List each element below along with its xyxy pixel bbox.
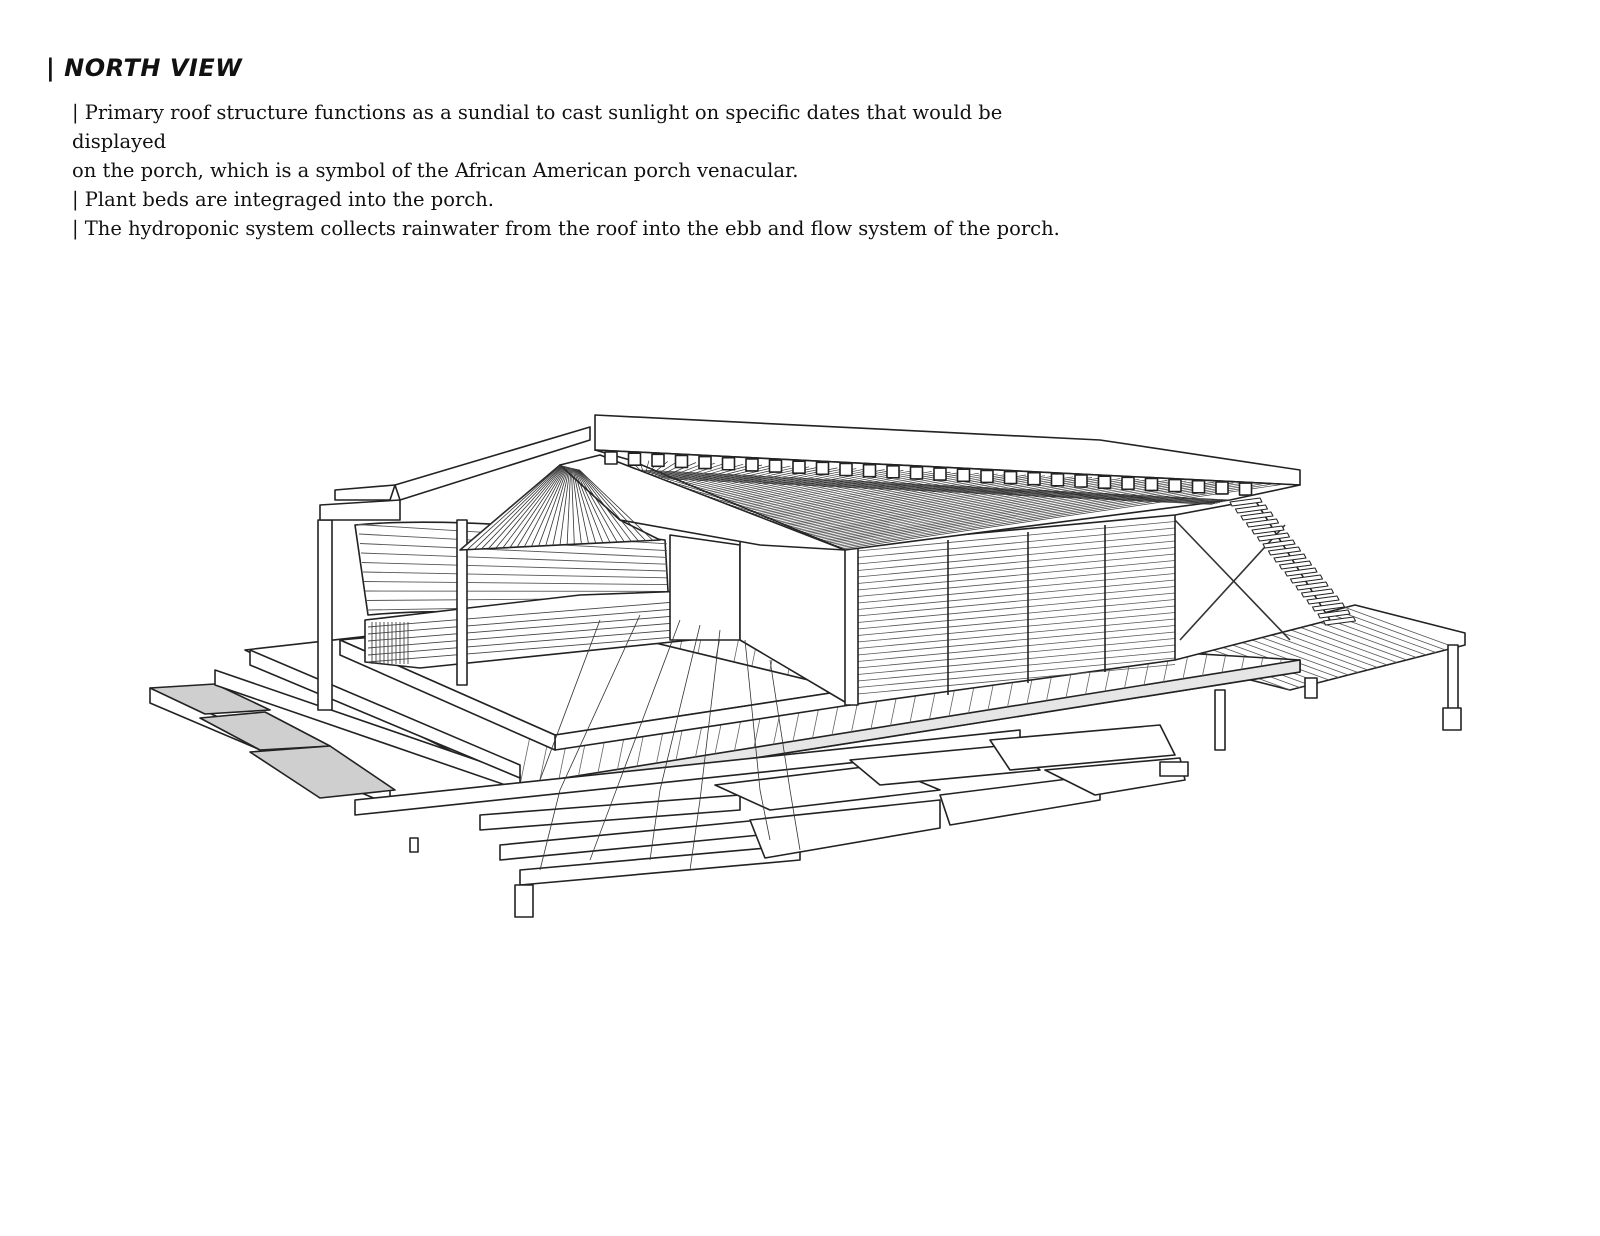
description-line-1: | Primary roof structure functions as a sundial to cast sunlight on specific dates that would be displayed <box>72 101 1003 153</box>
rafter <box>1193 481 1205 493</box>
rafter <box>887 466 899 478</box>
rafter <box>817 462 829 474</box>
rafter <box>1146 478 1158 490</box>
rafter <box>652 454 664 466</box>
rafter <box>723 458 735 470</box>
rafter <box>934 468 946 480</box>
description-line-3: | Plant beds are integraged into the porch. <box>72 188 494 211</box>
rafter <box>676 455 688 467</box>
rafter <box>1099 476 1111 488</box>
description-line-2: on the porch, which is a symbol of the African American porch venacular. <box>72 159 799 182</box>
rafter <box>911 467 923 479</box>
rafter <box>770 460 782 472</box>
rafter <box>1052 474 1064 486</box>
rafter <box>1169 480 1181 492</box>
rafter <box>864 465 876 477</box>
rafter <box>1122 477 1134 489</box>
rafter <box>746 459 758 471</box>
rafter <box>981 470 993 482</box>
description-line-4: | The hydroponic system collects rainwater from the roof into the ebb and flow system of the porch. <box>72 217 1060 240</box>
rafter <box>629 453 641 465</box>
rafter <box>699 457 711 469</box>
rafter <box>1028 473 1040 485</box>
rafter <box>605 452 617 464</box>
rafter <box>793 461 805 473</box>
rafter <box>1005 472 1017 484</box>
rafter <box>1216 482 1228 494</box>
rafter <box>1240 483 1252 495</box>
rafter <box>840 464 852 476</box>
rafter <box>958 469 970 481</box>
page-title: | NORTH VIEW <box>46 54 243 82</box>
rafter <box>1075 475 1087 487</box>
